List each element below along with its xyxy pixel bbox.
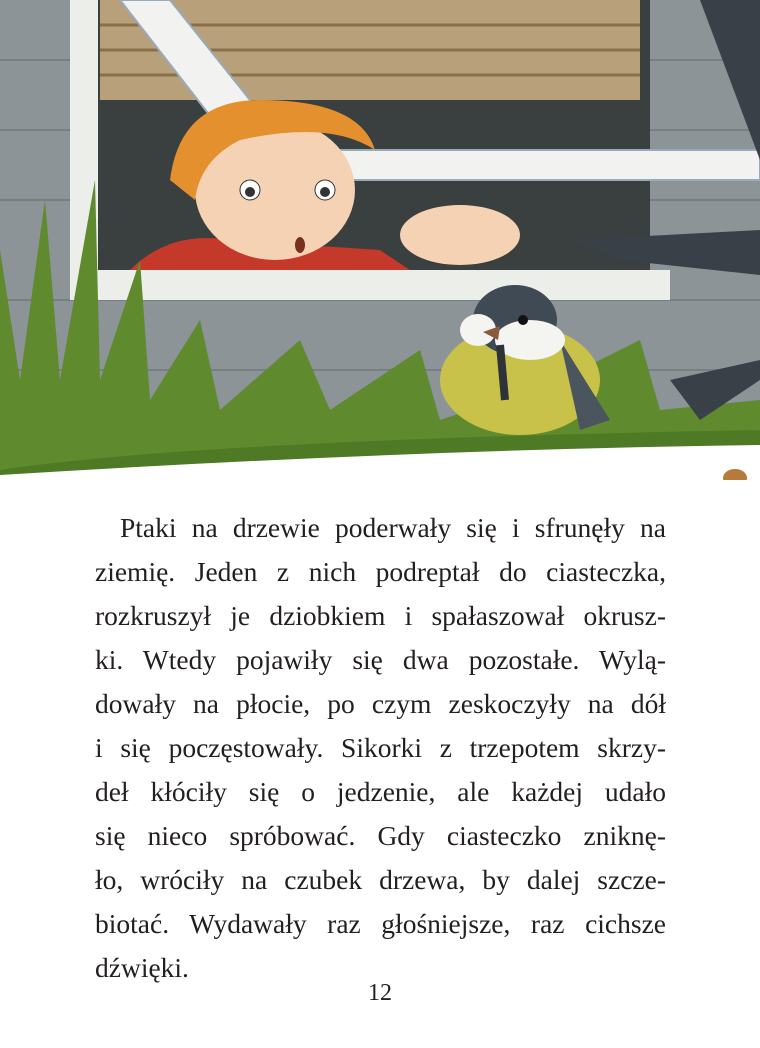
text-line: się nieco spróbować. Gdy ciasteczko zniknę- [95,820,666,851]
text-line: ziemię. Jeden z nich podreptał do ciasteczka, [95,556,666,587]
story-paragraph [95,506,666,990]
text-line: i się poczęstowały. Sikorki z trzepotem skrzy- [95,732,666,763]
text-line: dźwięki. [95,952,189,983]
text-line: dowały na płocie, po czym zeskoczyły na dół [95,688,666,719]
text-line: ki. Wtedy pojawiły się dwa pozostałe. Wylą- [95,644,666,675]
text-line: ło, wróciły na czubek drzewa, by dalej szcze- [95,864,666,895]
page-number: 12 [368,980,392,1006]
illustration-boy-window-bird [0,0,760,480]
text-line: deł kłóciły się o jedzenie, ale każdej udało [95,776,666,807]
text-line: rozkruszył je dziobkiem i spałaszował okrusz- [95,600,666,631]
text-line: biotać. Wydawały raz głośniejsze, raz cichsze [95,908,666,939]
text-line: Ptaki na drzewie poderwały się i sfrunęły na [120,512,666,543]
